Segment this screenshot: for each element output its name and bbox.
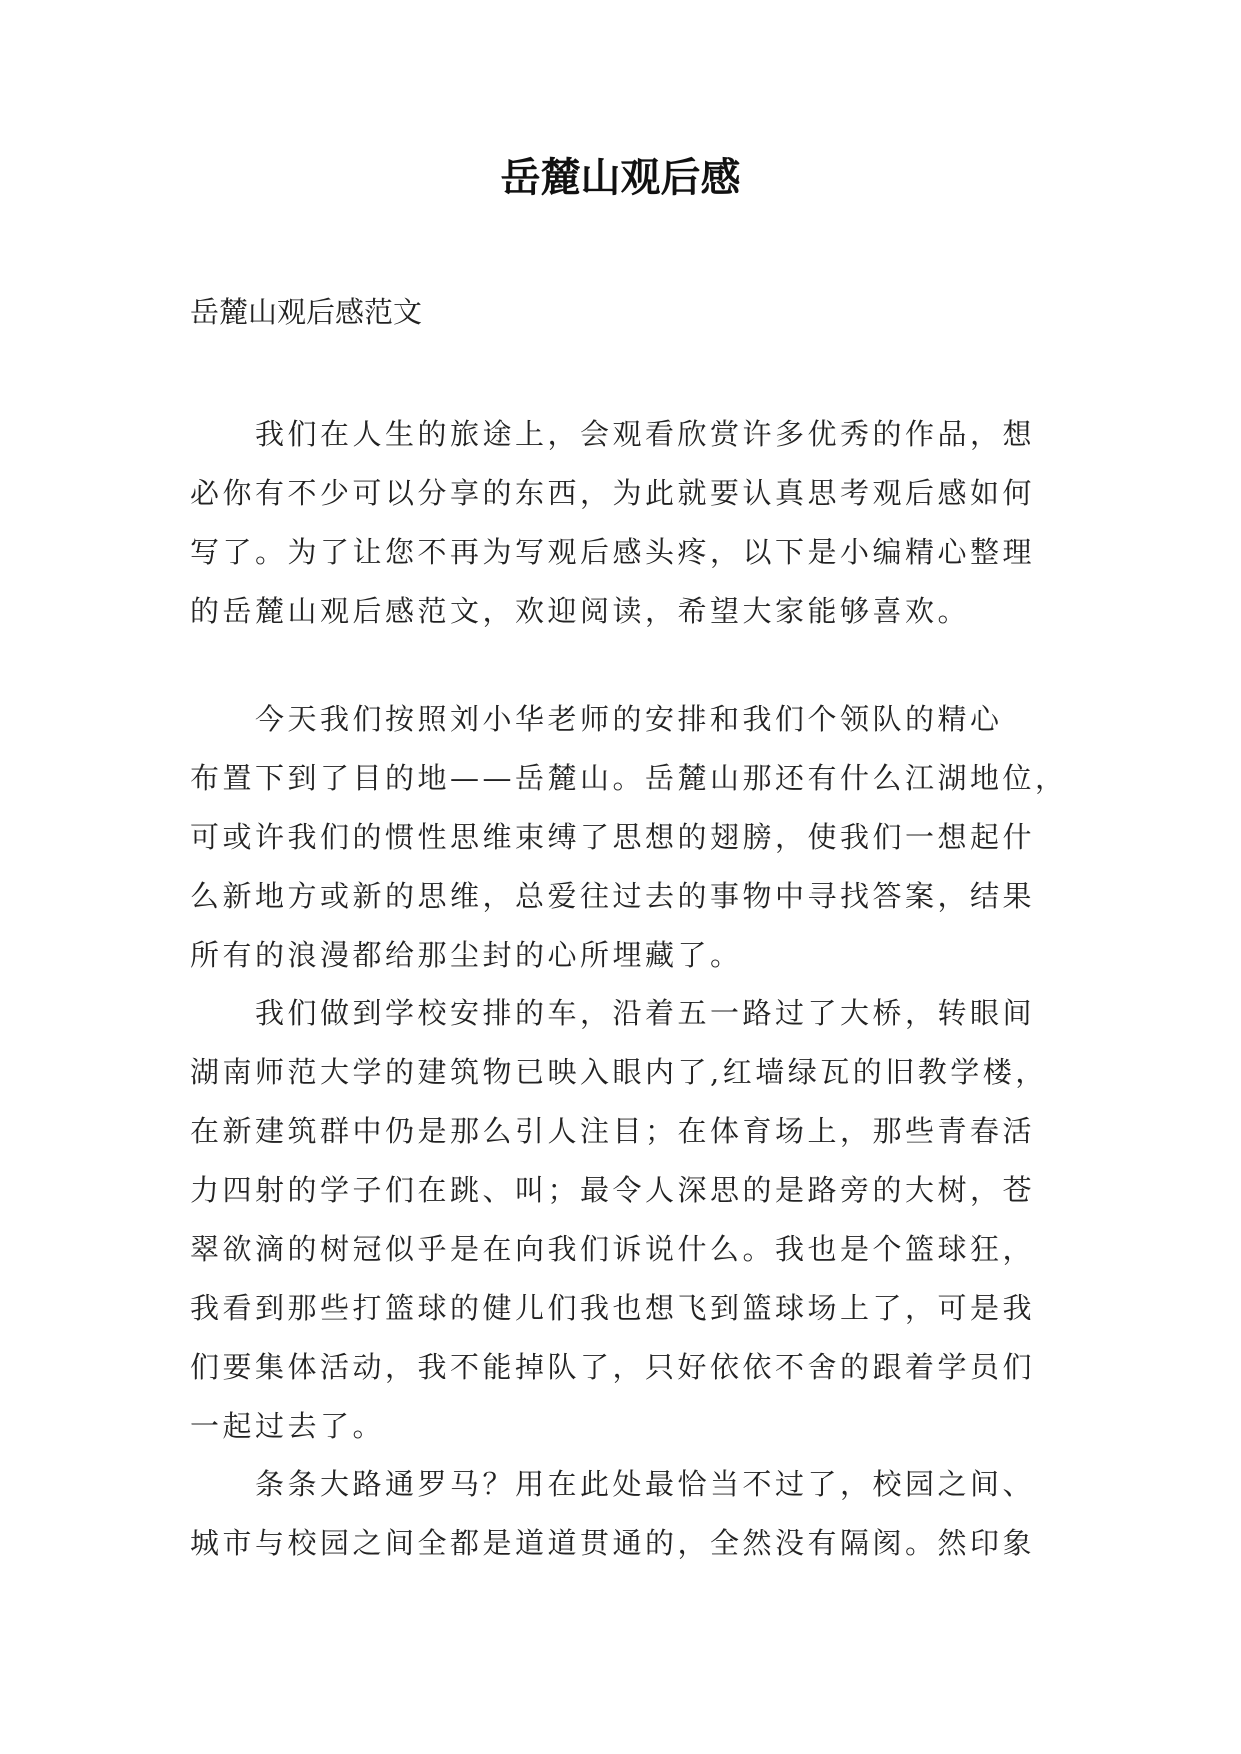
document-subtitle: 岳麓山观后感范文 xyxy=(190,295,423,329)
paragraph-line: 布置下到了目的地——岳麓山。岳麓山那还有什么江湖地位， xyxy=(190,761,1068,795)
paragraph-bus-ride xyxy=(190,984,1050,1456)
paragraph-line: 的岳麓山观后感范文，欢迎阅读，希望大家能够喜欢。 xyxy=(190,594,971,628)
paragraph-line: 所有的浪漫都给那尘封的心所埋藏了。 xyxy=(190,938,743,972)
paragraph-line: 我们在人生的旅途上，会观看欣赏许多优秀的作品，想 xyxy=(190,417,1036,451)
paragraph-roads xyxy=(190,1455,1050,1573)
paragraph-intro xyxy=(190,405,1050,641)
paragraph-line: 在新建筑群中仍是那么引人注目；在体育场上，那些青春活 xyxy=(190,1114,1036,1148)
paragraph-line: 我们做到学校安排的车，沿着五一路过了大桥，转眼间 xyxy=(190,996,1036,1030)
paragraph-line: 必你有不少可以分享的东西，为此就要认真思考观后感如何 xyxy=(190,476,1036,510)
paragraph-line: 力四射的学子们在跳、叫；最令人深思的是路旁的大树，苍 xyxy=(190,1173,1036,1207)
paragraph-line: 写了。为了让您不再为写观后感头疼，以下是小编精心整理 xyxy=(190,535,1036,569)
paragraph-line: 可或许我们的惯性思维束缚了思想的翅膀，使我们一想起什 xyxy=(190,820,1036,854)
paragraph-line: 么新地方或新的思维，总爱往过去的事物中寻找答案，结果 xyxy=(190,879,1036,913)
paragraph-line: 条条大路通罗马？用在此处最恰当不过了，校园之间、 xyxy=(190,1467,1036,1501)
paragraph-line: 们要集体活动，我不能掉队了，只好依依不舍的跟着学员们 xyxy=(190,1350,1036,1384)
paragraph-line: 城市与校园之间全都是道道贯通的，全然没有隔阂。然印象 xyxy=(190,1526,1036,1560)
paragraph-arrival xyxy=(190,690,1068,985)
paragraph-line: 湖南师范大学的建筑物已映入眼内了,红墙绿瓦的旧教学楼， xyxy=(190,1055,1048,1089)
paragraph-line: 一起过去了。 xyxy=(190,1409,386,1443)
document-title: 岳麓山观后感 xyxy=(500,155,741,201)
paragraph-line: 今天我们按照刘小华老师的安排和我们个领队的精心 xyxy=(190,702,1003,736)
paragraph-line: 翠欲滴的树冠似乎是在向我们诉说什么。我也是个篮球狂， xyxy=(190,1232,1036,1266)
paragraph-line: 我看到那些打篮球的健儿们我也想飞到篮球场上了，可是我 xyxy=(190,1291,1036,1325)
